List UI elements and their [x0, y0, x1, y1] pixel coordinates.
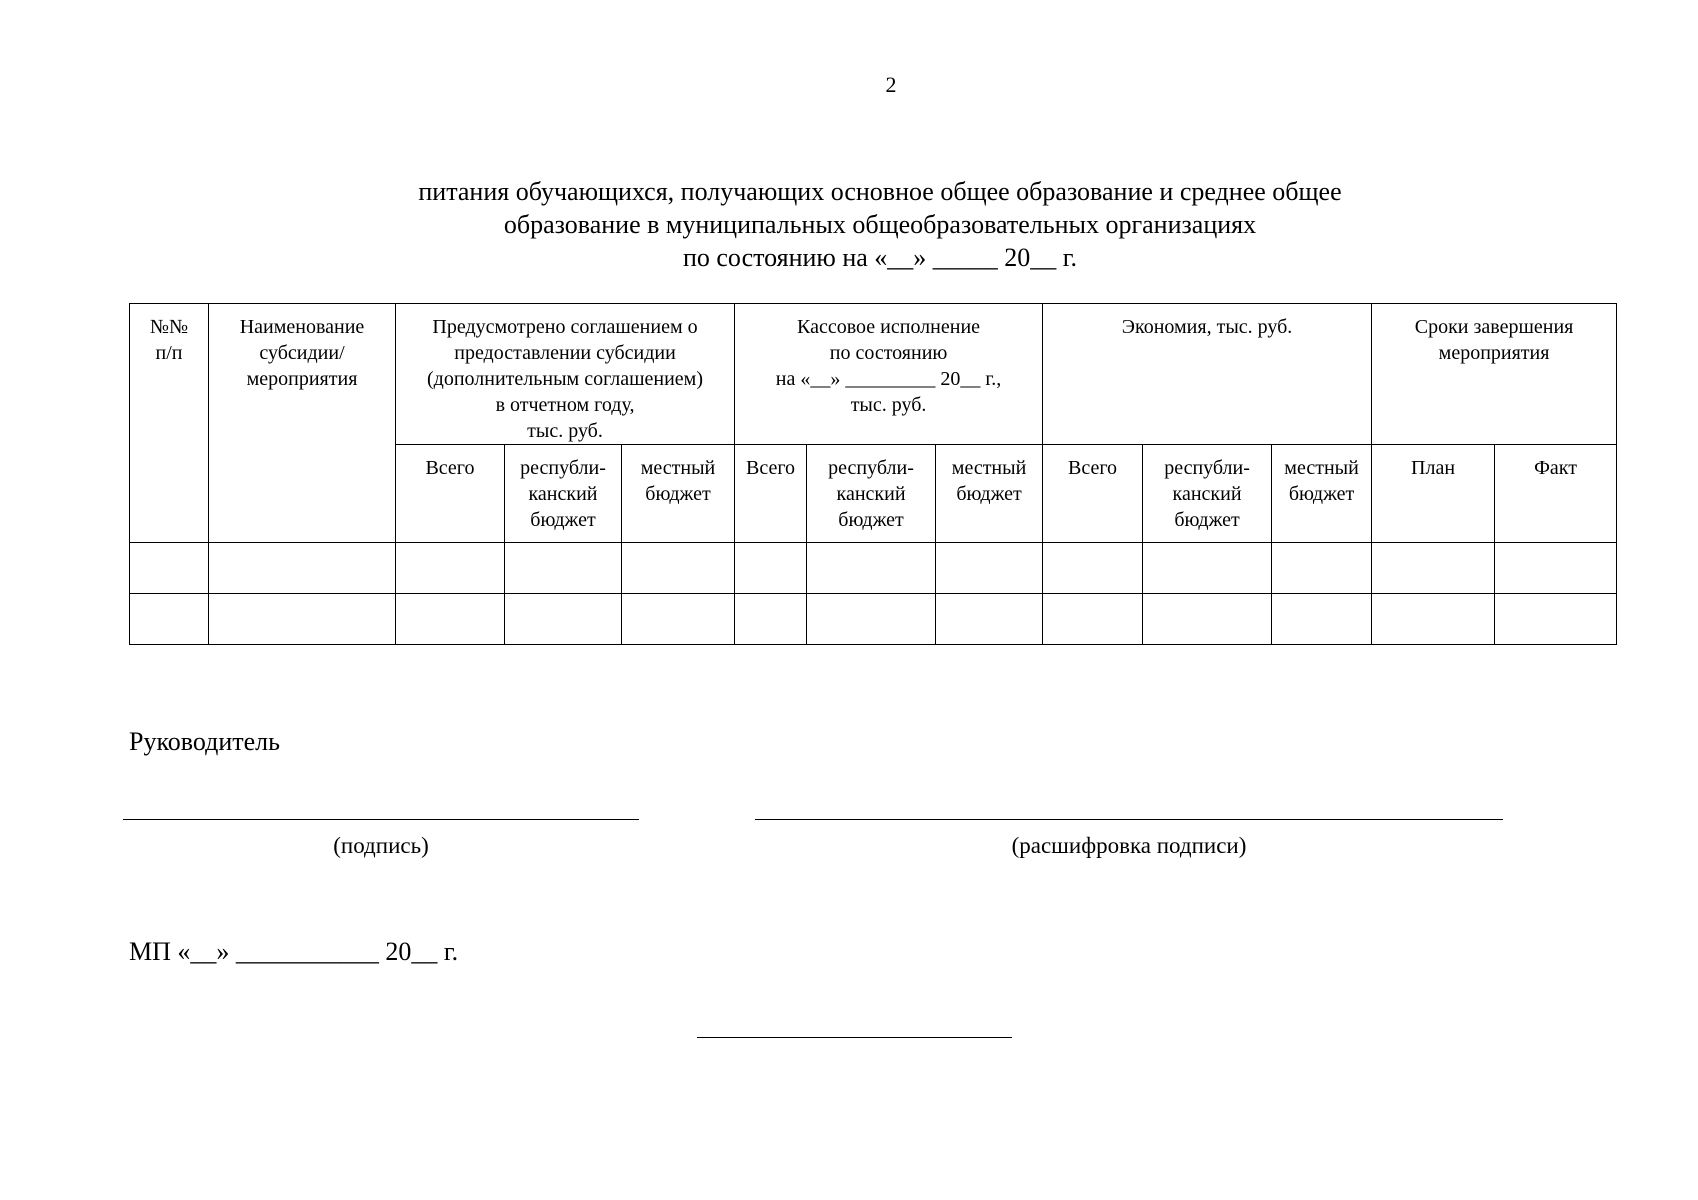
table-cell [1495, 543, 1617, 594]
table-cell [807, 543, 936, 594]
table-cell [622, 594, 735, 645]
closing-separator-line [697, 1037, 1012, 1038]
table-cell [1272, 594, 1372, 645]
table-cell [735, 543, 807, 594]
table-cell [1143, 594, 1272, 645]
table-cell [1372, 543, 1495, 594]
table-cell [130, 594, 209, 645]
title-line-1: питания обучающихся, получающих основное общее образование и среднее общее [418, 177, 1342, 206]
table-cell [1372, 594, 1495, 645]
subheader-republic: республи- канский бюджет [505, 445, 622, 543]
table-cell [396, 543, 505, 594]
table-cell [936, 594, 1043, 645]
table-cell [622, 543, 735, 594]
subheader-local: местный бюджет [1272, 445, 1372, 543]
table-cell [1043, 594, 1143, 645]
decoding-caption: (расшифровка подписи) [1011, 833, 1247, 858]
table-row [130, 594, 1617, 645]
table-cell [396, 594, 505, 645]
subheader-plan: План [1372, 445, 1495, 543]
header-cash-execution: Кассовое исполнение по состоянию на «__» _________ 20__ г., тыс. руб. [735, 304, 1043, 445]
header-number: №№ п/п [130, 304, 209, 543]
table-cell [505, 594, 622, 645]
table-row [130, 543, 1617, 594]
table-cell [936, 543, 1043, 594]
signature-line [123, 819, 639, 820]
head-label: Руководитель [129, 727, 280, 756]
title-line-2: образование в муниципальных общеобразовательных организациях [503, 210, 1257, 239]
decoding-line [755, 819, 1503, 820]
subheader-local: местный бюджет [622, 445, 735, 543]
table-cell [807, 594, 936, 645]
header-agreement: Предусмотрено соглашением о предоставлении субсидии (дополнительным соглашением) в отчетном году, тыс. руб. [396, 304, 735, 445]
header-deadlines: Сроки завершения мероприятия [1372, 304, 1617, 445]
table-cell [1143, 543, 1272, 594]
table-cell [1495, 594, 1617, 645]
table-cell [1043, 543, 1143, 594]
table-cell [505, 543, 622, 594]
table-cell [209, 543, 396, 594]
table-cell [1272, 543, 1372, 594]
table-cell [735, 594, 807, 645]
subheader-fact: Факт [1495, 445, 1617, 543]
subheader-total: Всего [735, 445, 807, 543]
stamp-date-line: МП «__» ___________ 20__ г. [129, 937, 459, 966]
subheader-republic: республи- канский бюджет [807, 445, 936, 543]
header-name: Наименование субсидии/ мероприятия [209, 304, 396, 543]
subheader-total: Всего [396, 445, 505, 543]
document-title [380, 175, 1380, 274]
subheader-republic: республи- канский бюджет [1143, 445, 1272, 543]
signature-caption: (подпись) [333, 833, 429, 858]
subheader-local: местный бюджет [936, 445, 1043, 543]
table-cell [209, 594, 396, 645]
table-cell [130, 543, 209, 594]
title-line-3: по состоянию на «__» _____ 20__ г. [682, 243, 1078, 272]
page-number: 2 [885, 72, 897, 97]
report-table [129, 303, 1617, 645]
header-savings: Экономия, тыс. руб. [1043, 304, 1372, 445]
subheader-total: Всего [1043, 445, 1143, 543]
